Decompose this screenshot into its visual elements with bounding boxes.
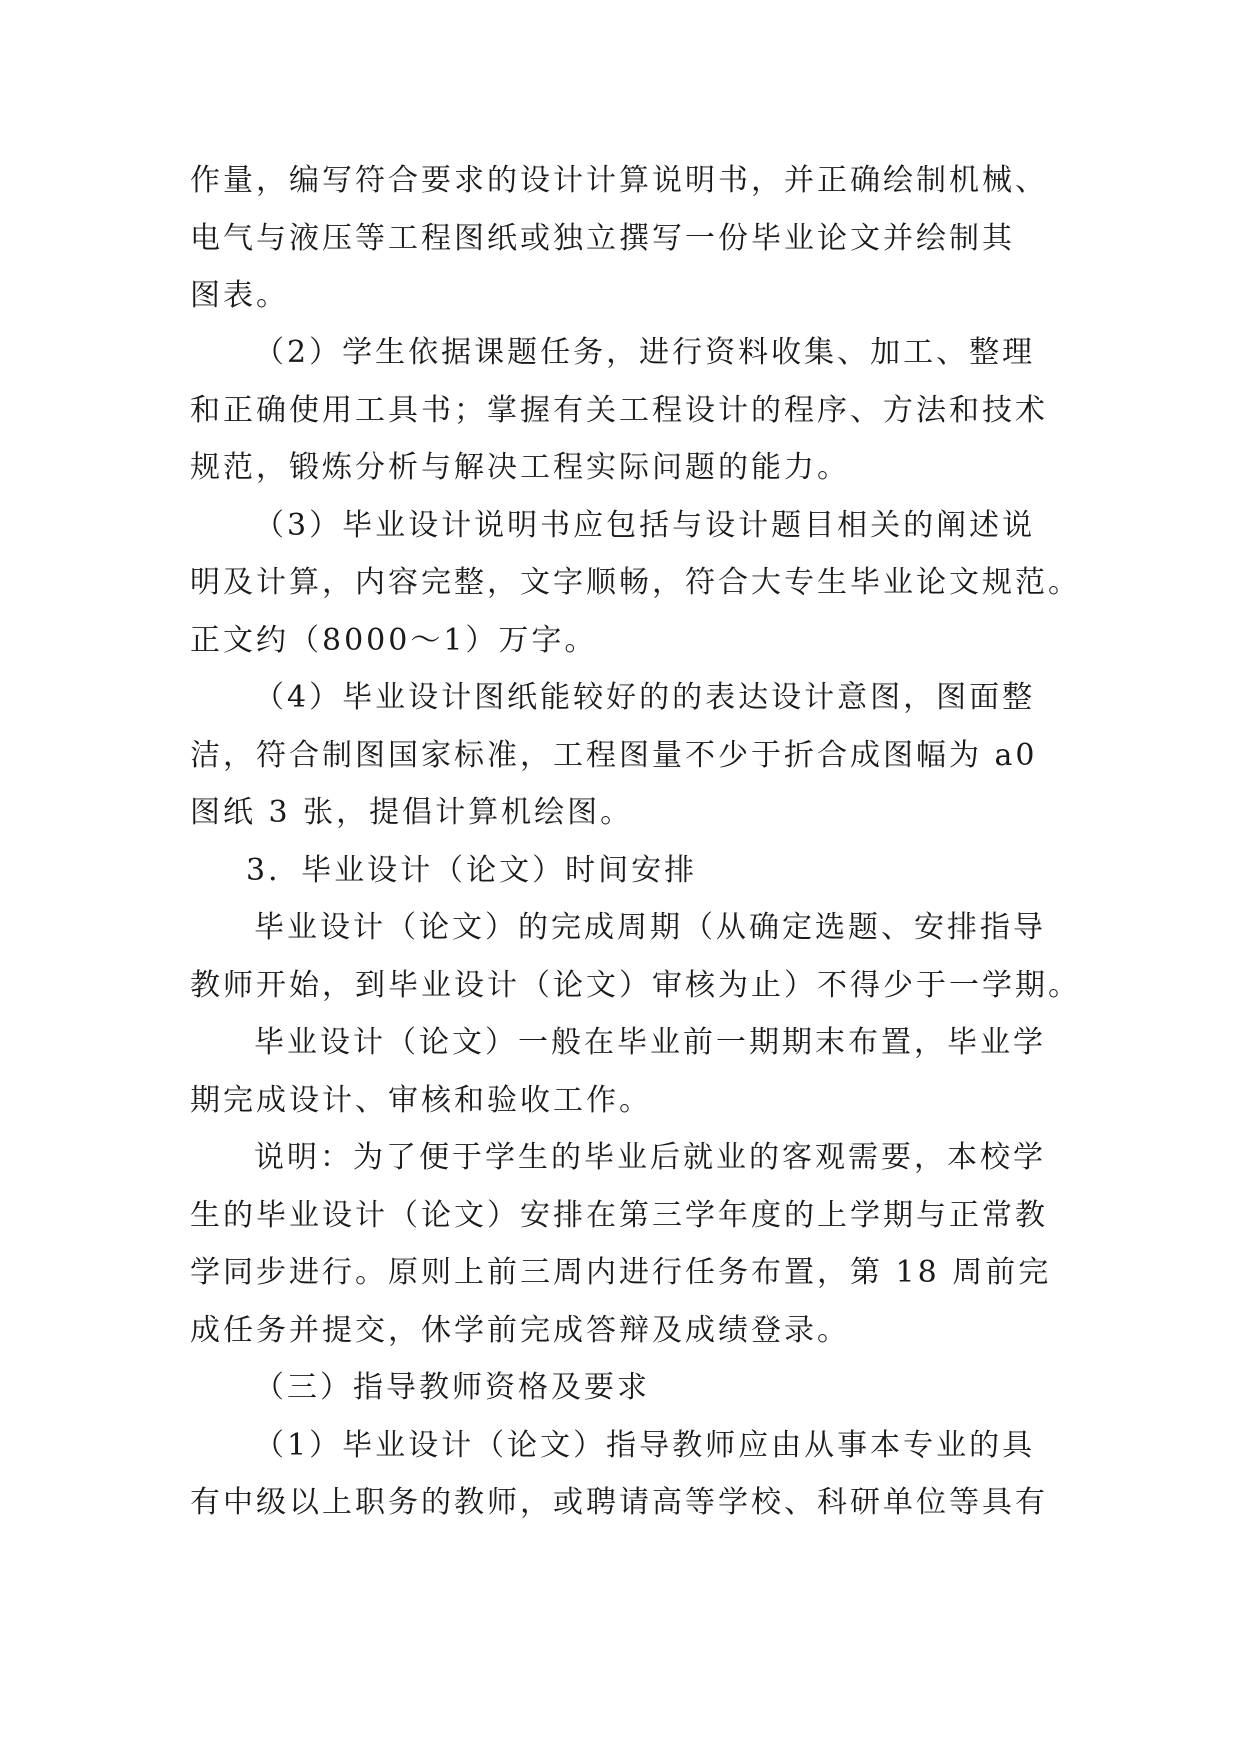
paragraph-line: 毕业设计（论文）一般在毕业前一期期末布置，毕业学: [254, 1025, 1046, 1060]
section-heading: 3．毕业设计（论文）时间安排: [246, 853, 698, 888]
paragraph-line: 毕业设计（论文）的完成周期（从确定选题、安排指导: [254, 910, 1046, 945]
text-line: 生的毕业设计（论文）安排在第三学年度的上学期与正常教: [190, 1198, 1048, 1233]
text-line: 成任务并提交，休学前完成答辩及成绩登录。: [190, 1313, 850, 1348]
section-heading: （三）指导教师资格及要求: [254, 1370, 650, 1405]
text-line: 规范，锻炼分析与解决工程实际问题的能力。: [190, 450, 850, 485]
text-line: 期完成设计、审核和验收工作。: [190, 1083, 652, 1118]
text-line: 洁，符合制图国家标准，工程图量不少于折合成图幅为 a0: [190, 738, 1038, 773]
paragraph-item-1-line: （1）毕业设计（论文）指导教师应由从事本专业的具: [254, 1428, 1036, 1463]
paragraph-item-3-line: （3）毕业设计说明书应包括与设计题目相关的阐述说: [254, 508, 1036, 543]
text-line: 有中级以上职务的教师，或聘请高等学校、科研单位等具有: [190, 1485, 1048, 1520]
text-line: 图纸 3 张，提倡计算机绘图。: [190, 795, 634, 830]
paragraph-item-4-line: （4）毕业设计图纸能较好的的表达设计意图，图面整: [254, 680, 1036, 715]
text-line: 图表。: [190, 278, 289, 313]
text-line: 教师开始，到毕业设计（论文）审核为止）不得少于一学期。: [190, 968, 1081, 1003]
note-paragraph-line: 说明：为了便于学生的毕业后就业的客观需要，本校学: [254, 1140, 1046, 1175]
text-line: 正文约（8000～1）万字。: [190, 623, 598, 658]
text-line: 作量，编写符合要求的设计计算说明书，并正确绘制机械、: [190, 163, 1048, 198]
text-line: 和正确使用工具书；掌握有关工程设计的程序、方法和技术: [190, 393, 1048, 428]
text-line: 电气与液压等工程图纸或独立撰写一份毕业论文并绘制其: [190, 221, 1015, 256]
text-line: 学同步进行。原则上前三周内进行任务布置，第 18 周前完: [190, 1255, 1052, 1290]
paragraph-item-2-line: （2）学生依据课题任务，进行资料收集、加工、整理: [254, 335, 1036, 370]
text-line: 明及计算，内容完整，文字顺畅，符合大专生毕业论文规范。: [190, 565, 1081, 600]
